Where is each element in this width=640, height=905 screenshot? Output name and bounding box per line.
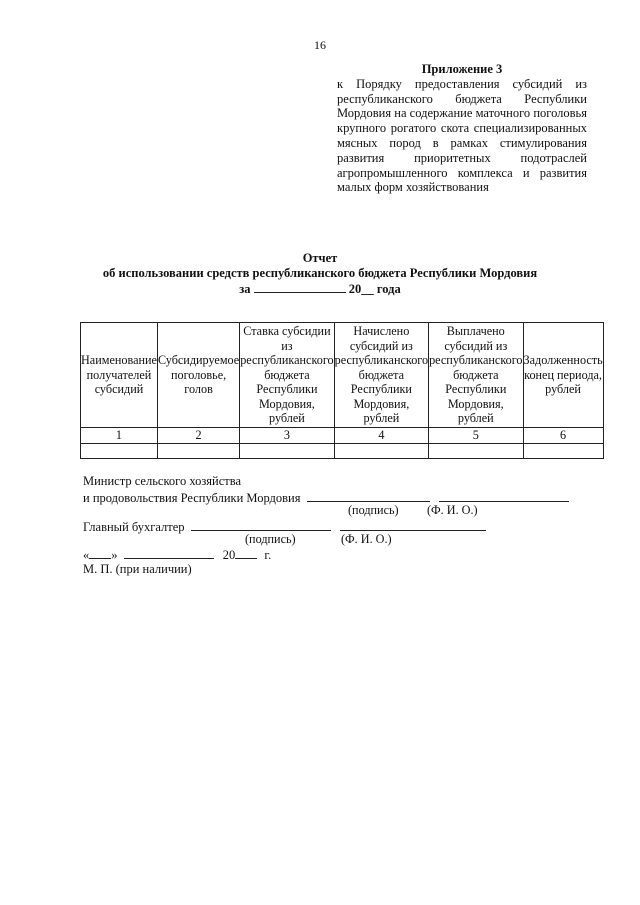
header-livestock: Субсидируемое поголовье, голов [157, 323, 239, 428]
header-rate: Ставка субсидии из республиканского бюджета Республики Мордовия, рублей [240, 323, 334, 428]
table-header-row [81, 323, 604, 428]
minister-line2-row [83, 489, 569, 506]
date-year-field[interactable] [235, 546, 257, 559]
col-number: 1 [81, 428, 158, 444]
period-blank [254, 280, 346, 293]
table-cell[interactable] [157, 443, 239, 458]
appendix-text: к Порядку предоставления субсидий из республиканского бюджета Республики Мордовия на содержание маточного поголовья крупного рогатого скота специализированных мясных пород в рамках стимулирования развития приоритетных подотраслей агропромышленного комплекса и развития малых форм хозяйствования [337, 76, 587, 195]
minister-name-field[interactable] [439, 489, 569, 502]
table-row [81, 443, 604, 458]
page-number: 16 [314, 38, 326, 52]
date-row [83, 546, 271, 563]
minister-sign-field[interactable] [307, 489, 430, 502]
table-number-row [81, 428, 604, 444]
table-cell[interactable] [81, 443, 158, 458]
report-period [0, 280, 640, 297]
accountant-name-field[interactable] [340, 518, 486, 531]
report-title: Отчет [302, 251, 338, 265]
date-quote-close: » [111, 548, 118, 562]
col-number: 4 [334, 428, 428, 444]
date-quote-open: « [83, 548, 90, 562]
minister-name-caption: (Ф. И. О.) [427, 503, 478, 517]
date-month-field[interactable] [124, 546, 214, 559]
appendix-block [337, 62, 587, 195]
period-prefix: за [239, 282, 251, 296]
minister-sign-caption: (подпись) [348, 503, 399, 517]
date-suffix: г. [264, 548, 272, 562]
date-day-field[interactable] [89, 546, 111, 559]
report-subtitle: об использовании средств республиканского бюджета Республики Мордовия [102, 265, 538, 280]
header-debt: Задолженность конец периода, рублей [523, 323, 603, 428]
report-title-block [0, 251, 640, 297]
col-number: 5 [429, 428, 523, 444]
date-year: 20 [222, 548, 236, 562]
accountant-sign-caption: (подпись) [245, 532, 296, 546]
stamp-label: М. П. (при наличии) [83, 562, 192, 576]
minister-line2: и продовольствия Республики Мордовия [83, 491, 301, 505]
period-year: 20__ года [348, 282, 401, 296]
table-cell[interactable] [429, 443, 523, 458]
header-accrued: Начислено субсидий из республиканского бюджета Республики Мордовия, рублей [334, 323, 428, 428]
appendix-title: Приложение 3 [421, 62, 503, 76]
table-cell[interactable] [240, 443, 334, 458]
accountant-sign-field[interactable] [191, 518, 331, 531]
col-number: 6 [523, 428, 603, 444]
accountant-label: Главный бухгалтер [83, 520, 185, 534]
col-number: 3 [240, 428, 334, 444]
report-table [80, 322, 604, 459]
accountant-name-caption: (Ф. И. О.) [341, 532, 392, 546]
header-paid: Выплачено субсидий из республиканского бюджета Республики Мордовия, рублей [429, 323, 523, 428]
table-cell[interactable] [523, 443, 603, 458]
header-recipient: Наименование получателей субсидий [81, 323, 158, 428]
minister-line1: Министр сельского хозяйства [83, 474, 242, 488]
col-number: 2 [157, 428, 239, 444]
table-cell[interactable] [334, 443, 428, 458]
